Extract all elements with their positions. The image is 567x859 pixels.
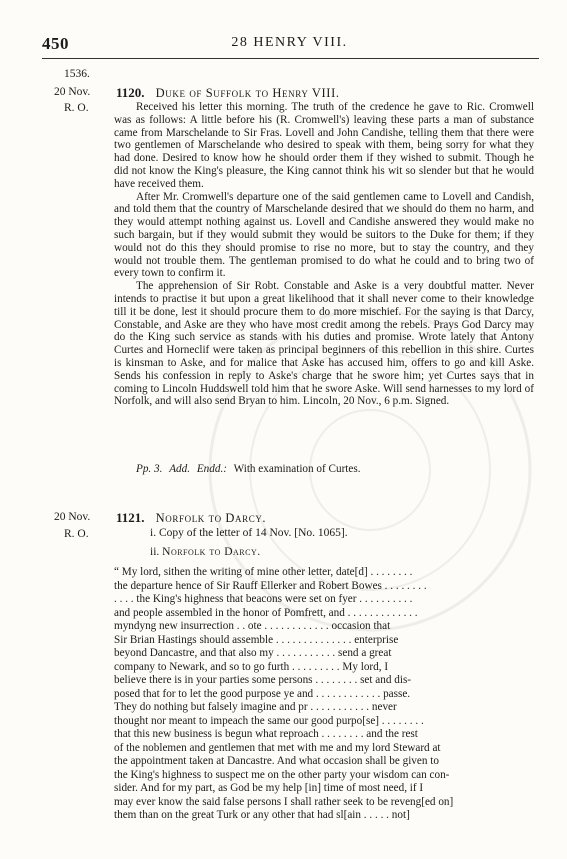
entry-1120-paragraph-2: After Mr. Cromwell's departure one of the said gentlemen came to Lovell and Candish, and told them that the country of Marschelande desired that we should do them no harm, and they would attempt nothing against us. Lovell and Candishe answered they would make no such bargain, but if they would submit they would be suitors to the Duke for them; if they would not do this they should promise to rise no more, but to stay the country, and they would not trouble them. The gentleman promised to do what he could and to bring two of every town to confirm it. <box>114 190 534 280</box>
letter-line: the King's highness to suspect me on the other party your wisdom can con- <box>114 768 450 781</box>
entry-1120-paragraph-3: The apprehension of Sir Robt. Constable and Aske is a very doubtful matter. Never intends to practise it but upon a great likelihood that it shall never come to their knowledge till it be done, lest it should procure them to do more mischief. For the saying is that Darcy, Constable, and Aske are they who have most credit among the rebels. Prays God Darcy may do the King such service as stands with his duties and promise. Wrote lately that Antony Curtes and Horneclif were taken as principal beginners of this rebellion in this shire. Curtes is kinsman to Aske, and for malice that Aske has accused him, offers to go and kill Aske. Sends his confession in reply to Aske's charge that he swore him; yet Curtes says that in coming to Lincoln Huddswell told him that he swore Aske. Will send harnesses to my lord of Norfolk, and will also send Bryan to him. Lincoln, 20 Nov., 6 p.m. Signed. <box>114 280 534 408</box>
entry-1121-heading <box>116 510 266 526</box>
note-pp: Pp. 3. <box>136 463 163 475</box>
letter-line: of the noblemen and gentlemen that met with me and my lord Steward at <box>114 741 441 754</box>
entry-1121-source: R. O. <box>64 528 89 540</box>
note-text: With examination of Curtes. <box>233 463 361 475</box>
entry-1120-title: Duke of Suffolk to Henry VIII. <box>155 86 340 100</box>
entry-1120-number: 1120. <box>116 85 145 100</box>
letter-line: the departure hence of Sir Rauff Ellerker and Robert Bowes . . . . . . . . <box>114 579 427 592</box>
page-header <box>42 34 537 56</box>
page-number: 450 <box>42 34 69 53</box>
note-add: Add. <box>169 463 191 475</box>
letter-line: . . . . the King's highness that beacons were set on fyer . . . . . . . . . . <box>114 593 413 605</box>
entry-1121-title: Norfolk to Darcy. <box>155 511 267 525</box>
entry-1120-date: 20 Nov. <box>54 86 91 98</box>
note-endd: Endd.: <box>196 463 227 475</box>
entry-1121-date: 20 Nov. <box>54 511 91 523</box>
entry-1120-paragraph-1: Received his letter this morning. The truth of the credence he gave to Ric. Cromwell was as follows: A little before his (R. Cromwell's) leaving these parts a man of substance came from Marschelande to Sir Fras. Lovell and John Candishe, telling them that there were two gentlemen of Marschelande who desired to speak with them, being sorry for what they had done. Desired to know how he should order them if they wished to submit. Though he did not know the King's pleasure, the King cannot think his wit so slender but that he would have received them. <box>114 101 534 190</box>
letter-line: “ My lord, sithen the writing of mine other letter, date[d] . . . . . . . . <box>114 566 413 578</box>
entry-1120-source: R. O. <box>64 102 89 114</box>
letter-line: myndyng new insurrection . . ote . . . . . . . . . . . . occasion that <box>114 620 391 632</box>
entry-1120-body <box>114 101 534 408</box>
letter-line: may ever know the said false persons I shall rather seek to be reveng[ed on] <box>114 795 454 808</box>
year-label: 1536. <box>64 68 90 80</box>
entry-1121-number: 1121. <box>116 510 145 525</box>
item-ii-label: ii. <box>150 546 160 558</box>
letter-line: the appointment taken at Dancastre. And what occasion shall be given to <box>114 755 439 767</box>
entry-1121-item-ii <box>150 546 261 558</box>
letter-line: them than on the great Turk or any other that had sl[ain . . . . . not] <box>114 809 410 821</box>
header-rule <box>42 58 539 59</box>
letter-line: and people assembled in the honor of Pomfrett, and . . . . . . . . . . . . . <box>114 606 418 619</box>
entry-1120-heading <box>116 85 340 101</box>
letter-line: Sir Brian Hastings should assemble . . . . . . . . . . . . . . enterprise <box>114 633 399 646</box>
entry-1121-item-i: i. Copy of the letter of 14 Nov. [No. 1065]. <box>150 527 348 539</box>
entry-1121-letter <box>114 566 534 823</box>
entry-1120-note <box>136 463 361 475</box>
letter-line: beyond Dancastre, and that also my . . . . . . . . . . . send a great <box>114 647 392 659</box>
letter-line: believe there is in your parties some persons . . . . . . . . set and dis- <box>114 674 412 686</box>
letter-line: company to Newark, and so to go furth . . . . . . . . . My lord, I <box>114 660 389 673</box>
letter-line: They do nothing but falsely imagine and pr . . . . . . . . . . . never <box>114 701 397 713</box>
item-ii-title: Norfolk to Darcy. <box>162 546 261 558</box>
letter-line: sider. And for my part, as God be my help [in] time of most need, if I <box>114 782 424 794</box>
letter-line: thought nor meant to impeach the same our good purpo[se] . . . . . . . . <box>114 714 424 727</box>
running-head: 28 HENRY VIII. <box>231 35 348 50</box>
letter-line: that this new business is begun what reproach . . . . . . . . and the rest <box>114 728 418 740</box>
letter-line: posed that for to let the good purpose ye and . . . . . . . . . . . . passe. <box>114 687 411 700</box>
